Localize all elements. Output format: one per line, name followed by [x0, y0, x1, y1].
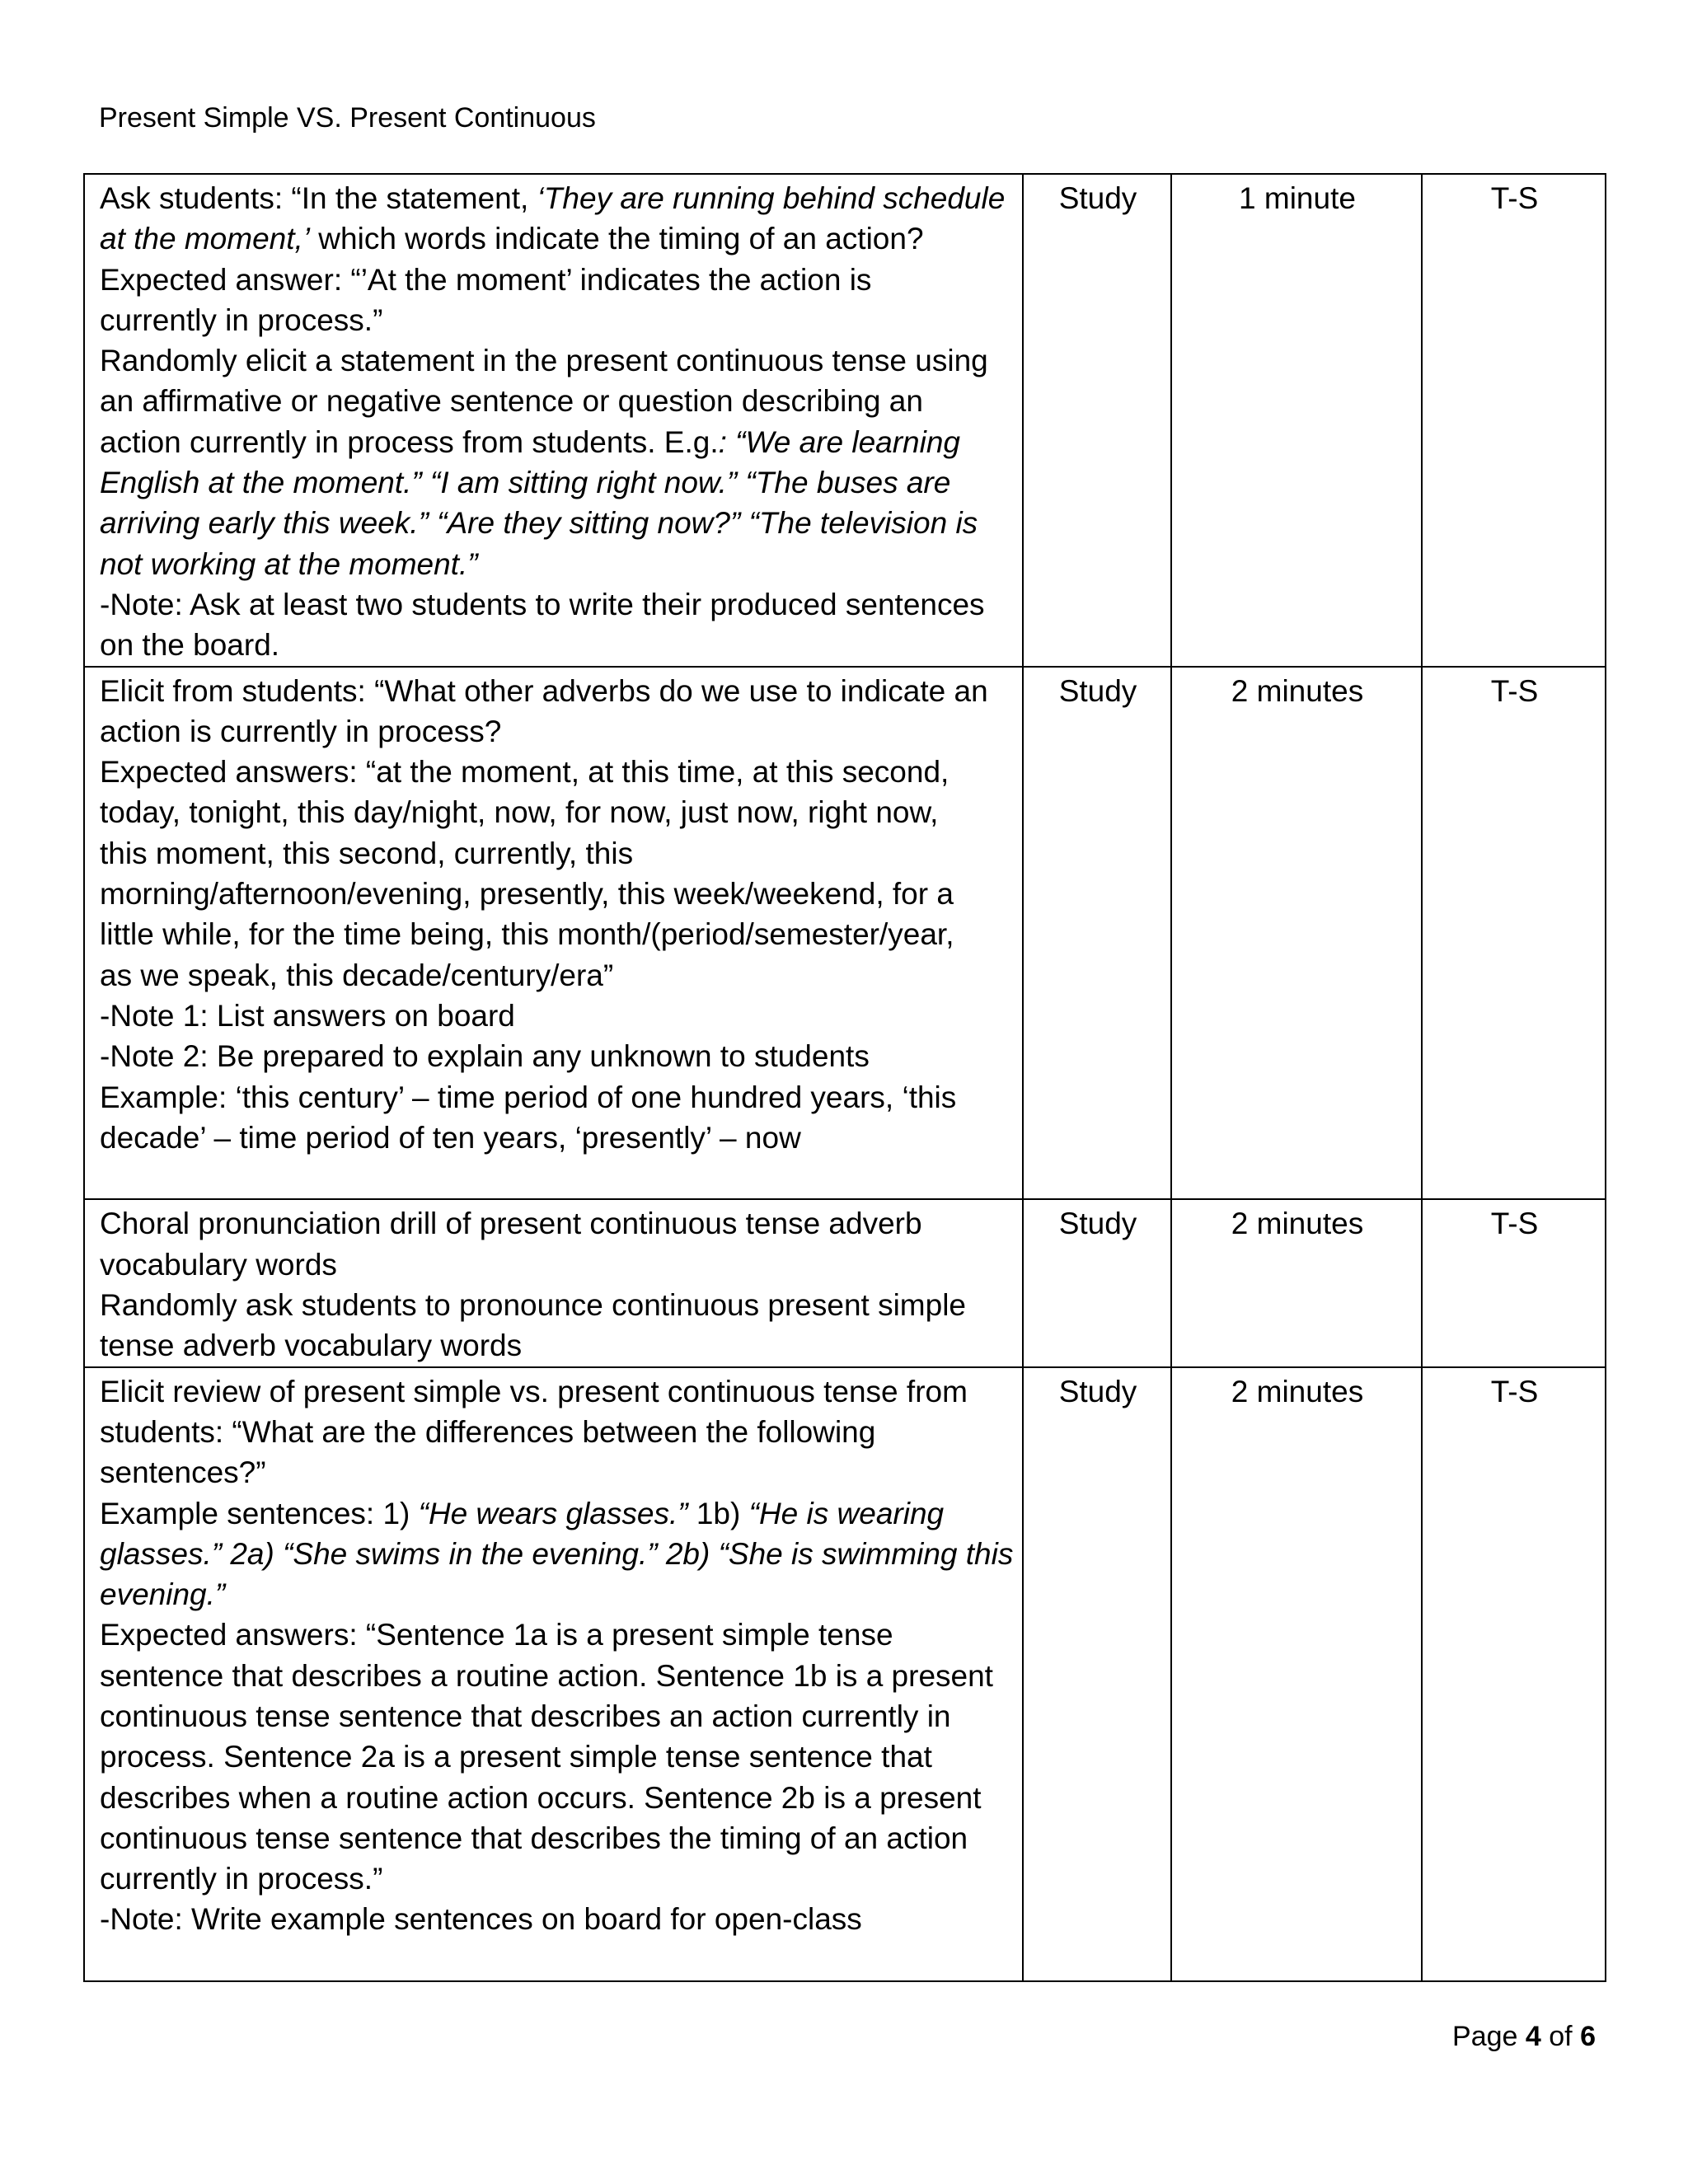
- procedure-line: [100, 752, 1009, 792]
- text-segment: this moment, this second, currently, this: [100, 836, 634, 870]
- page-number: [1452, 2019, 1596, 2054]
- interaction-cell: T-S: [1422, 667, 1606, 1200]
- procedure-line: [100, 996, 1009, 1036]
- page-current: 4: [1525, 2021, 1541, 2052]
- procedure-line: [100, 955, 1009, 996]
- text-segment: Elicit from students: “What other adverbs do we use to indicate an: [100, 673, 988, 708]
- italic-text: : “We are learning: [718, 424, 961, 459]
- procedure-line: [100, 1325, 1009, 1366]
- table-row: [84, 1367, 1606, 1981]
- procedure-line: [100, 1371, 1009, 1412]
- stage-cell: Study: [1023, 1367, 1171, 1981]
- italic-text: “He wears glasses.”: [418, 1496, 688, 1530]
- procedure-cell: [84, 1199, 1023, 1366]
- procedure-line: [100, 1574, 1009, 1615]
- text-segment: process. Sentence 2a is a present simple tense sentence that: [100, 1740, 932, 1774]
- time-cell: 1 minute: [1171, 174, 1422, 667]
- interaction-cell: T-S: [1422, 174, 1606, 667]
- of-word: of: [1549, 2021, 1573, 2052]
- procedure-line: [100, 1534, 1014, 1574]
- text-segment: currently in process.”: [100, 302, 383, 337]
- procedure-line: [100, 1696, 1009, 1736]
- text-segment: Randomly ask students to pronounce continuous present simple: [100, 1288, 966, 1323]
- time-cell: 2 minutes: [1171, 1199, 1422, 1366]
- procedure-line: [100, 1899, 1009, 1939]
- procedure-cell: [84, 174, 1023, 667]
- procedure-line: [100, 1244, 1009, 1285]
- text-segment: on the board.: [100, 628, 280, 663]
- procedure-line: [100, 1778, 1009, 1818]
- text-segment: Elicit review of present simple vs. present continuous tense from: [100, 1374, 968, 1408]
- text-segment: Expected answers: “Sentence 1a is a present simple tense: [100, 1618, 893, 1652]
- procedure-line: [100, 1493, 1009, 1534]
- procedure-line: [100, 1736, 1009, 1777]
- procedure-line: [100, 1858, 1009, 1899]
- text-segment: Example: ‘this century’ – time period of one hundred years, ‘this: [100, 1080, 957, 1114]
- text-segment: -Note 2: Be prepared to explain any unknown to students: [100, 1039, 870, 1074]
- text-segment: morning/afternoon/evening, presently, this week/weekend, for a: [100, 877, 954, 912]
- procedure-line: [100, 340, 1009, 381]
- italic-text: English at the moment.” “I am sitting right now.” “The buses are: [100, 466, 951, 500]
- text-segment: sentences?”: [100, 1455, 266, 1490]
- procedure-line: [100, 300, 1009, 340]
- time-cell: 2 minutes: [1171, 667, 1422, 1200]
- procedure-line: [100, 1615, 1009, 1655]
- text-segment: Example sentences: 1): [100, 1496, 419, 1530]
- text-segment: sentence that describes a routine action. Sentence 1b is a present: [100, 1658, 993, 1693]
- procedure-line: [100, 671, 1009, 711]
- procedure-line: [100, 1118, 1009, 1158]
- procedure-line: [100, 178, 1009, 218]
- italic-text: ‘They are running behind schedule: [537, 181, 1006, 215]
- italic-text: evening.”: [100, 1577, 226, 1612]
- table-row: [84, 1199, 1606, 1366]
- text-segment: -Note: Ask at least two students to write their produced sentences: [100, 587, 985, 621]
- procedure-line: [100, 1818, 1009, 1858]
- procedure-line: [100, 1036, 1009, 1076]
- procedure-line: [100, 1412, 1009, 1452]
- lesson-plan-table: [83, 173, 1606, 1982]
- text-segment: [100, 1943, 108, 1977]
- text-segment: action currently in process from students. E.g.: [100, 424, 719, 459]
- procedure-line: [100, 544, 1009, 584]
- text-segment: which words indicate the timing of an action?: [310, 222, 924, 256]
- text-segment: students: “What are the differences between the following: [100, 1414, 876, 1449]
- lesson-plan-body: [84, 174, 1606, 1981]
- procedure-line: [100, 1452, 1009, 1493]
- procedure-line: [100, 625, 1009, 665]
- text-segment: action is currently in process?: [100, 714, 502, 748]
- text-segment: decade’ – time period of ten years, ‘presently’ – now: [100, 1120, 801, 1155]
- italic-text: “He is wearing: [748, 1496, 945, 1530]
- text-segment: vocabulary words: [100, 1247, 337, 1282]
- procedure-line: [100, 711, 1009, 752]
- page-word: Page: [1452, 2021, 1518, 2052]
- text-segment: describes when a routine action occurs. Sentence 2b is a present: [100, 1780, 982, 1815]
- procedure-cell: [84, 1367, 1023, 1981]
- procedure-line: [100, 218, 1009, 259]
- text-segment: Ask students: “In the statement,: [100, 181, 537, 215]
- table-row: [84, 174, 1606, 667]
- italic-text: not working at the moment.”: [100, 546, 478, 581]
- text-segment: currently in process.”: [100, 1862, 383, 1896]
- italic-text: arriving early this week.” “Are they sitting now?” “The television is: [100, 506, 978, 541]
- text-segment: Expected answer: “’At the moment’ indicates the action is: [100, 262, 872, 297]
- text-segment: tense adverb vocabulary words: [100, 1329, 523, 1363]
- text-segment: an affirmative or negative sentence or question describing an: [100, 384, 923, 419]
- procedure-line: [100, 874, 1009, 914]
- text-segment: Randomly elicit a statement in the present continuous tense using: [100, 344, 988, 378]
- page-total: 6: [1580, 2021, 1596, 2052]
- procedure-line: [100, 1285, 1009, 1325]
- procedure-line: [100, 1203, 1009, 1244]
- time-cell: 2 minutes: [1171, 1367, 1422, 1981]
- procedure-line: [100, 792, 1009, 832]
- text-segment: Choral pronunciation drill of present continuous tense adverb: [100, 1207, 922, 1241]
- italic-text: at the moment,’: [100, 222, 311, 256]
- text-segment: continuous tense sentence that describes the timing of an action: [100, 1821, 968, 1855]
- stage-cell: Study: [1023, 174, 1171, 667]
- text-segment: [100, 1161, 108, 1195]
- text-segment: 1b): [687, 1496, 749, 1530]
- procedure-line: [100, 260, 1009, 300]
- procedure-line: [100, 1158, 1009, 1198]
- procedure-line: [100, 833, 1009, 874]
- italic-text: glasses.” 2a) “She swims in the evening.” 2b) “She is swimming this: [100, 1536, 1014, 1571]
- procedure-line: [100, 1656, 1009, 1696]
- procedure-line: [100, 914, 1009, 954]
- procedure-line: [100, 381, 1009, 421]
- text-segment: continuous tense sentence that describes an action currently in: [100, 1699, 951, 1733]
- interaction-cell: T-S: [1422, 1199, 1606, 1366]
- text-segment: Expected answers: “at the moment, at this time, at this second,: [100, 755, 950, 790]
- procedure-line: [100, 1077, 1009, 1118]
- text-segment: -Note: Write example sentences on board for open-class: [100, 1902, 862, 1937]
- procedure-cell: [84, 667, 1023, 1200]
- procedure-line: [100, 503, 1009, 543]
- stage-cell: Study: [1023, 1199, 1171, 1366]
- text-segment: little while, for the time being, this month/(period/semester/year,: [100, 917, 954, 952]
- table-row: [84, 667, 1606, 1200]
- procedure-line: [100, 1940, 1009, 1980]
- stage-cell: Study: [1023, 667, 1171, 1200]
- text-segment: -Note 1: List answers on board: [100, 998, 515, 1033]
- procedure-line: [100, 422, 1009, 462]
- text-segment: as we speak, this decade/century/era”: [100, 958, 614, 992]
- interaction-cell: T-S: [1422, 1367, 1606, 1981]
- page-header-title: Present Simple VS. Present Continuous: [99, 102, 596, 134]
- text-segment: today, tonight, this day/night, now, for now, just now, right now,: [100, 795, 939, 830]
- procedure-line: [100, 584, 1009, 625]
- procedure-line: [100, 462, 1009, 503]
